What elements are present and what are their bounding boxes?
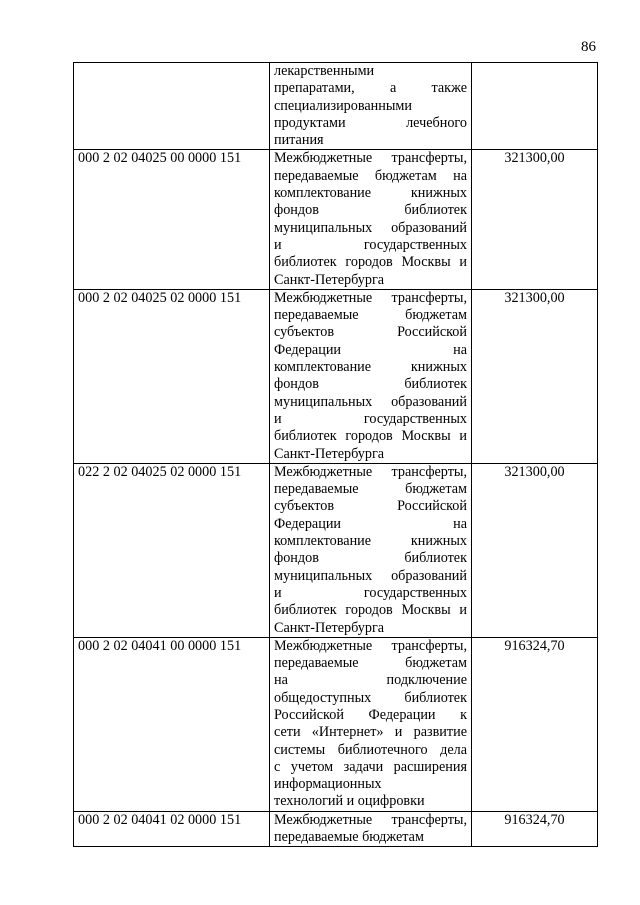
item-name-line: библиотек городов Москвы и — [274, 602, 467, 619]
table-row — [74, 637, 598, 811]
budget-code-cell: 000 2 02 04041 02 0000 151 — [74, 811, 270, 847]
item-name-line: препаратами, а также — [274, 80, 467, 97]
item-name-line: системы библиотечного дела — [274, 741, 467, 758]
page-number: 86 — [581, 39, 596, 55]
table-row — [74, 463, 598, 637]
item-name-line: специализированными — [274, 97, 412, 114]
budget-code-cell — [74, 63, 270, 150]
item-name-line: комплектование книжных — [274, 359, 467, 376]
item-name-cell — [270, 289, 472, 463]
budget-code-cell: 000 2 02 04025 02 0000 151 — [74, 289, 270, 463]
item-name-line: передаваемые бюджетам — [274, 655, 467, 672]
item-name-line: субъектов Российской — [274, 324, 467, 341]
item-name-line: лекарственными — [274, 63, 375, 79]
item-name-line: фондов библиотек — [274, 550, 467, 567]
item-name-line: муниципальных образований — [274, 219, 467, 236]
amount-cell: 321300,00 — [472, 150, 598, 289]
item-name-line: Российской Федерации к — [274, 706, 467, 723]
item-name-line: Федерации на — [274, 515, 467, 532]
item-name-cell — [270, 463, 472, 637]
item-name-line: Межбюджетные трансферты, — [274, 811, 467, 828]
item-name-cell — [270, 63, 472, 150]
item-name-cell — [270, 637, 472, 811]
item-name-cell — [270, 811, 472, 847]
item-name-line: с учетом задачи расширения — [274, 758, 467, 775]
table-row — [74, 289, 598, 463]
budget-table — [73, 62, 598, 847]
amount-cell: 916324,70 — [472, 811, 598, 847]
table-body — [74, 63, 598, 847]
item-name-line: информационных — [274, 776, 382, 793]
item-name-line: и государственных — [274, 584, 467, 601]
item-name-line: передаваемые бюджетам на — [274, 167, 467, 184]
table-row — [74, 63, 598, 150]
item-name-line: передаваемые бюджетам — [274, 307, 467, 324]
item-name-line: Межбюджетные трансферты, — [274, 463, 467, 480]
item-name-line: муниципальных образований — [274, 393, 467, 410]
budget-code-cell: 022 2 02 04025 02 0000 151 — [74, 463, 270, 637]
amount-cell: 321300,00 — [472, 463, 598, 637]
item-name-line: Санкт-Петербурга — [274, 271, 385, 288]
item-name-line: сети «Интернет» и развитие — [274, 724, 467, 741]
item-name-line: питания — [274, 132, 324, 149]
item-name-line: общедоступных библиотек — [274, 689, 467, 706]
item-name-line: технологий и оцифровки — [274, 793, 425, 810]
item-name-line: библиотек городов Москвы и — [274, 254, 467, 271]
item-name-line: передаваемые бюджетам — [274, 829, 424, 846]
item-name-line: фондов библиотек — [274, 376, 467, 393]
item-name-line: и государственных — [274, 236, 467, 253]
item-name-line: Санкт-Петербурга — [274, 619, 385, 636]
item-name-cell — [270, 150, 472, 289]
item-name-line: Федерации на — [274, 341, 467, 358]
item-name-line: продуктами лечебного — [274, 114, 467, 131]
item-name-line: на подключение — [274, 672, 467, 689]
amount-cell — [472, 63, 598, 150]
amount-cell: 321300,00 — [472, 289, 598, 463]
item-name-line: Межбюджетные трансферты, — [274, 637, 467, 654]
item-name-line: библиотек городов Москвы и — [274, 428, 467, 445]
budget-code-cell: 000 2 02 04041 00 0000 151 — [74, 637, 270, 811]
table-row — [74, 811, 598, 847]
amount-cell: 916324,70 — [472, 637, 598, 811]
item-name-line: муниципальных образований — [274, 567, 467, 584]
item-name-line: комплектование книжных — [274, 533, 467, 550]
item-name-line: фондов библиотек — [274, 202, 467, 219]
item-name-line: комплектование книжных — [274, 185, 467, 202]
item-name-line: Межбюджетные трансферты, — [274, 150, 467, 167]
item-name-line: Санкт-Петербурга — [274, 445, 385, 462]
budget-code-cell: 000 2 02 04025 00 0000 151 — [74, 150, 270, 289]
item-name-line: Межбюджетные трансферты, — [274, 289, 467, 306]
item-name-line: субъектов Российской — [274, 498, 467, 515]
item-name-line: и государственных — [274, 410, 467, 427]
item-name-line: передаваемые бюджетам — [274, 481, 467, 498]
table-row — [74, 150, 598, 289]
